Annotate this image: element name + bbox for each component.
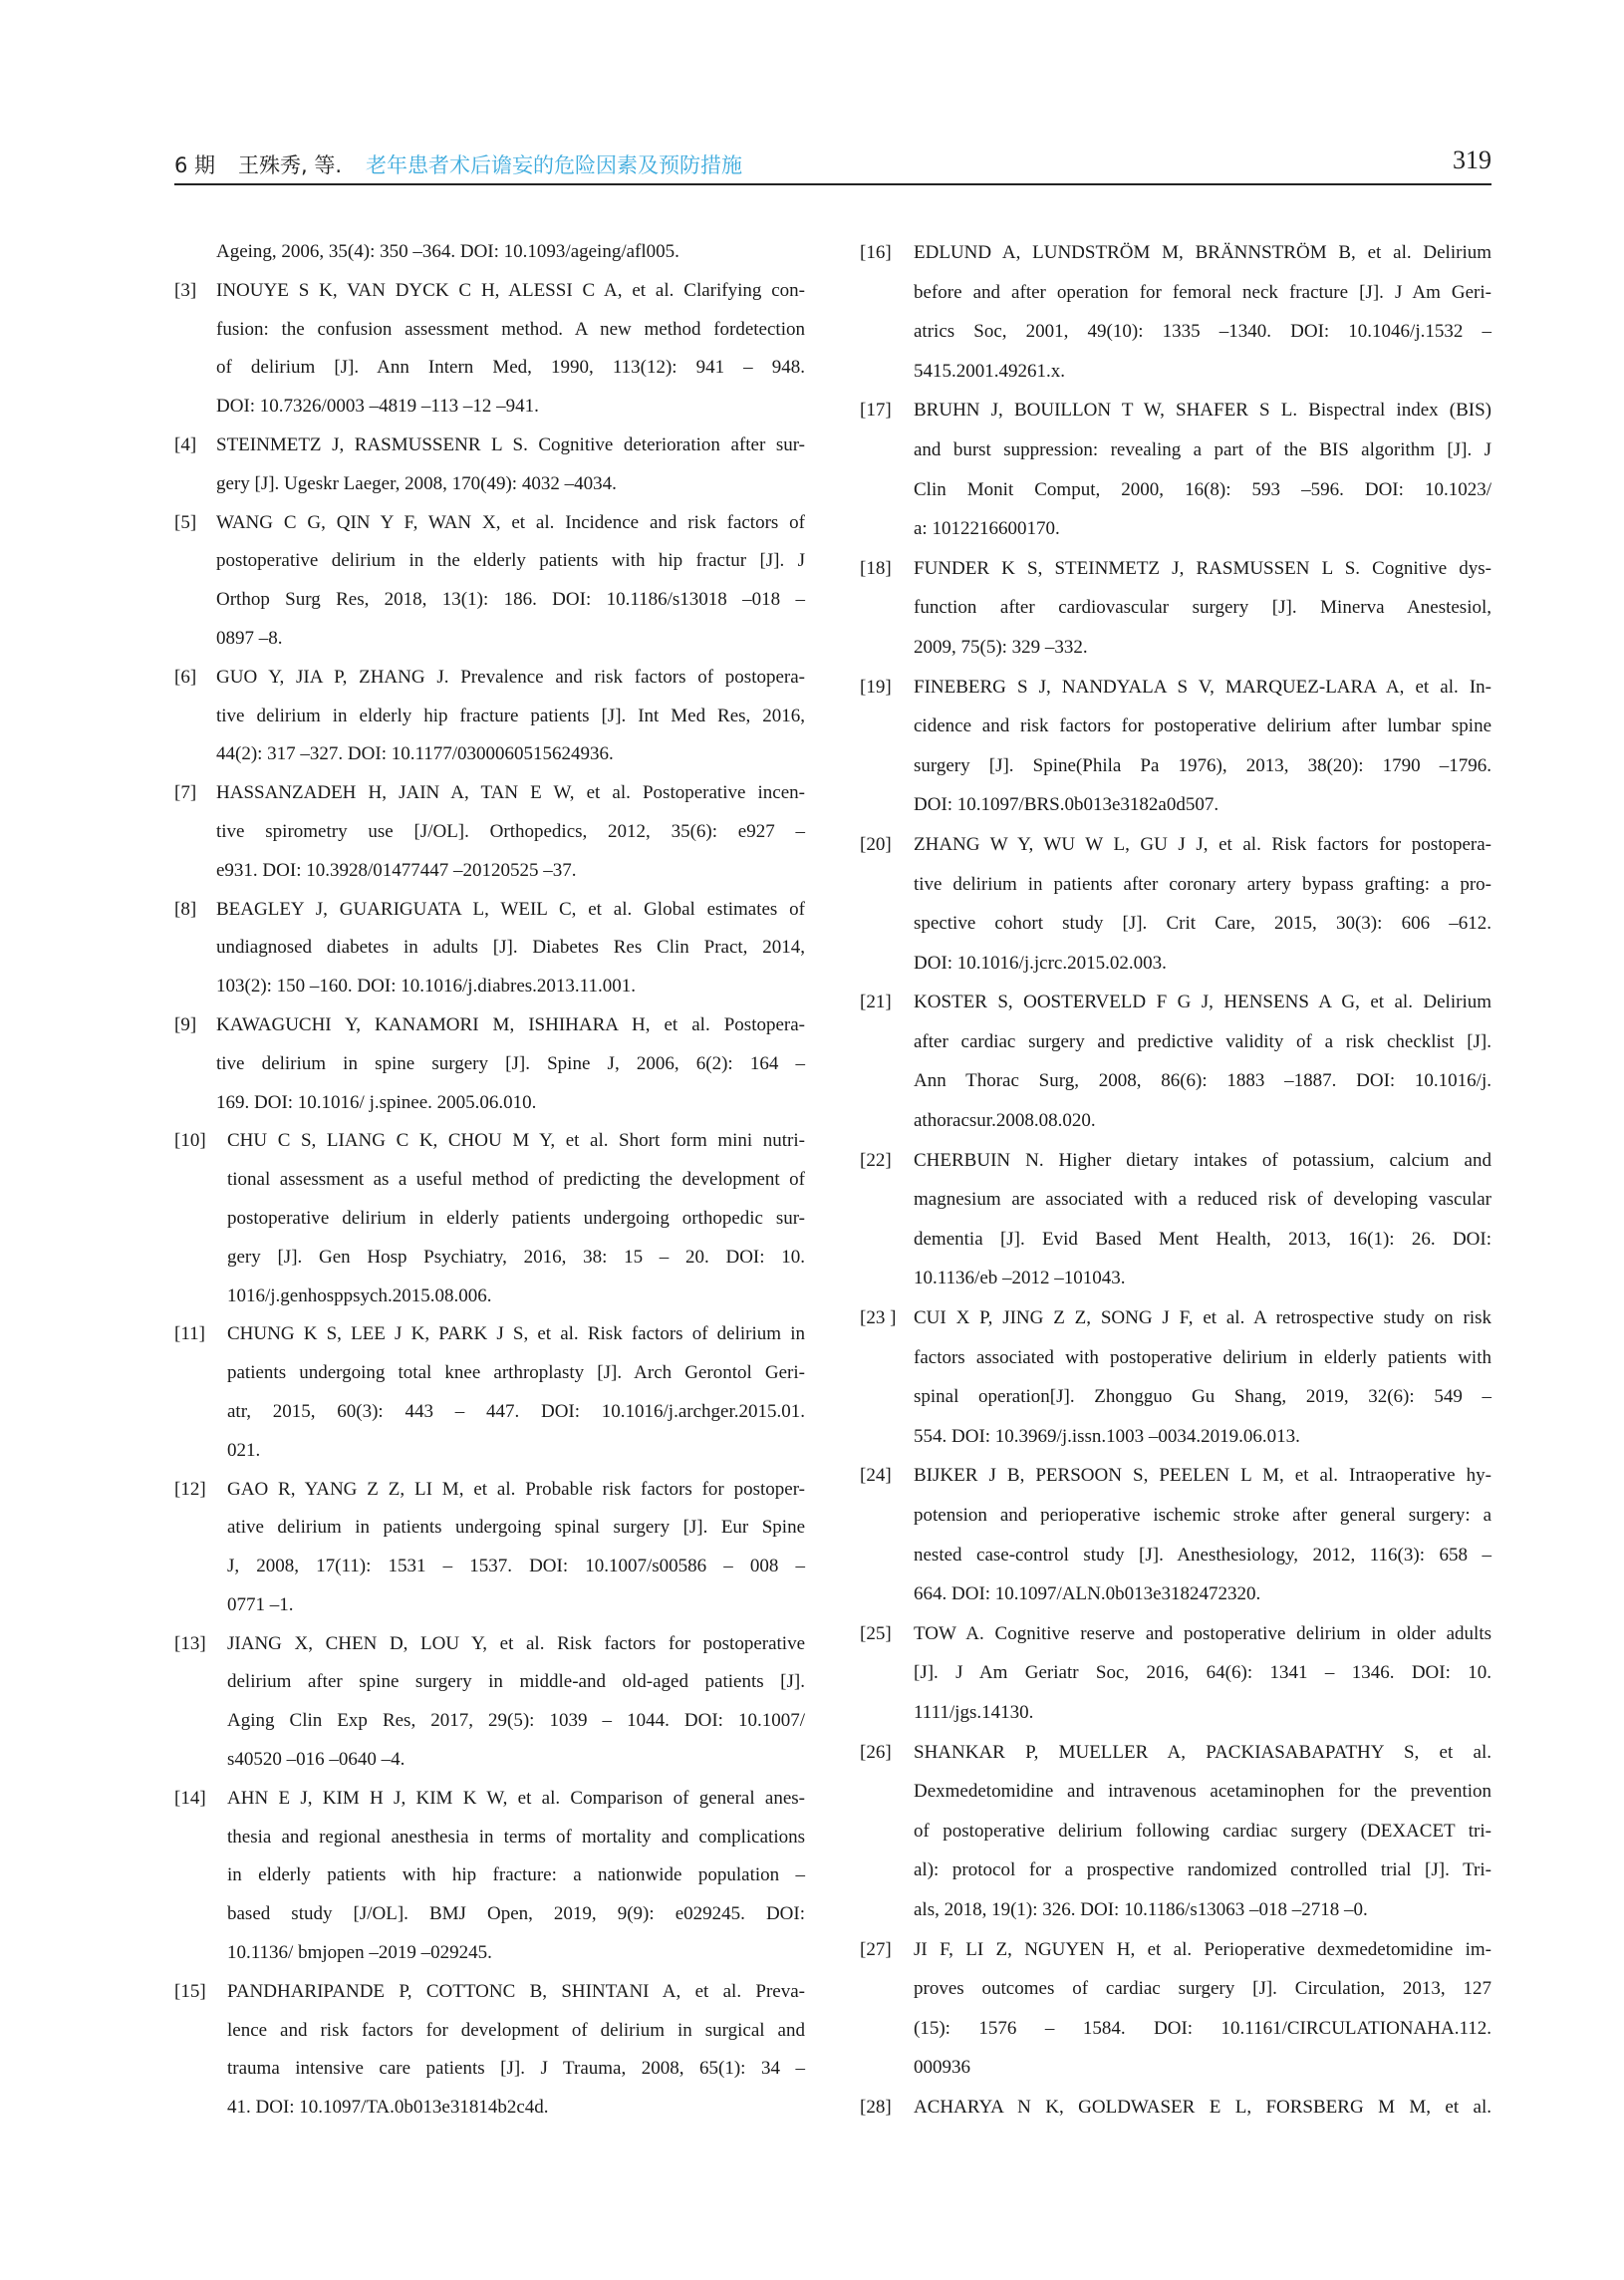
header-article-title: 老年患者术后谵妄的危险因素及预防措施 [366, 153, 742, 177]
reference-line: SHANKAR P, MUELLER A, PACKIASABAPATHY S, et al. [914, 1741, 1491, 1763]
reference-number: [5] [174, 511, 197, 533]
reference-entry [174, 504, 805, 659]
reference-line: s40520 –016 –0640 –4. [227, 1749, 406, 1771]
reference-line: 169. DOI: 10.1016/ j.spinee. 2005.06.010. [216, 1091, 537, 1113]
reference-line: thesia and regional anesthesia in terms of mortality and complications [227, 1826, 805, 1848]
reference-line: KAWAGUCHI Y, KANAMORI M, ISHIHARA H, et al. Postopera- [216, 1013, 805, 1035]
reference-line: function after cardiovascular surgery [J]. Minerva Anestesiol, [914, 597, 1491, 619]
reference-line: BIJKER J B, PERSOON S, PEELEN L M, et al. Intraoperative hy- [914, 1465, 1491, 1487]
reference-line: INOUYE S K, VAN DYCK C H, ALESSI C A, et al. Clarifying con- [216, 279, 805, 301]
reference-entry [174, 1006, 805, 1122]
reference-line: 103(2): 150 –160. DOI: 10.1016/j.diabres.2013.11.001. [216, 976, 636, 998]
reference-line: 1016/j.genhosppsych.2015.08.006. [227, 1284, 492, 1306]
reference-line: CHU C S, LIANG C K, CHOU M Y, et al. Short form mini nutri- [227, 1130, 805, 1152]
reference-line: 0897 –8. [216, 627, 283, 649]
reference-line: 1111/jgs.14130. [914, 1701, 1034, 1723]
reference-number: [28] [860, 2096, 892, 2118]
reference-line: patients undergoing total knee arthroplasty [J]. Arch Gerontol Geri- [227, 1362, 805, 1384]
reference-number: [15] [174, 1980, 206, 2002]
reference-line: Aging Clin Exp Res, 2017, 29(5): 1039 – 1044. DOI: 10.1007/ [227, 1710, 805, 1732]
reference-line: of delirium [J]. Ann Intern Med, 1990, 113(12): 941 – 948. [216, 357, 805, 379]
reference-line: tive delirium in elderly hip fracture patients [J]. Int Med Res, 2016, [216, 705, 805, 726]
reference-entry [860, 668, 1491, 825]
reference-line: 554. DOI: 10.3969/j.issn.1003 –0034.2019.06.013. [914, 1425, 1300, 1447]
reference-entry [860, 1614, 1491, 1733]
reference-number: [10] [174, 1130, 206, 1152]
reference-line: tional assessment as a useful method of predicting the development of [227, 1169, 805, 1191]
running-header [174, 145, 1491, 181]
reference-line: Orthop Surg Res, 2018, 13(1): 186. DOI: 10.1186/s13018 –018 – [216, 589, 805, 611]
reference-number: [23 ] [860, 1307, 897, 1329]
reference-number: [8] [174, 898, 197, 920]
reference-line: before and after operation for femoral neck fracture [J]. J Am Geri- [914, 281, 1491, 303]
reference-entry [174, 427, 805, 504]
reference-line: 664. DOI: 10.1097/ALN.0b013e3182472320. [914, 1583, 1261, 1605]
header-authors: 王殊秀, 等. [238, 153, 343, 177]
reference-line: al): protocol for a prospective randomized controlled trial [J]. Tri- [914, 1859, 1491, 1881]
reference-line: WANG C G, QIN Y F, WAN X, et al. Incidence and risk factors of [216, 511, 805, 533]
page-number: 319 [1453, 145, 1491, 174]
reference-line: Dexmedetomidine and intravenous acetaminophen for the prevention [914, 1781, 1491, 1803]
reference-number: [21] [860, 992, 892, 1013]
reference-line: 0771 –1. [227, 1593, 294, 1615]
references-right-column [860, 233, 1491, 2128]
reference-entry [860, 825, 1491, 983]
reference-line: 10.1136/ bmjopen –2019 –029245. [227, 1942, 492, 1964]
reference-line: a: 1012216600170. [914, 518, 1060, 540]
reference-entry [174, 1471, 805, 1625]
reference-line: potension and perioperative ischemic stroke after general surgery: a [914, 1505, 1491, 1526]
reference-line: KOSTER S, OOSTERVELD F G J, HENSENS A G, et al. Delirium [914, 992, 1491, 1013]
reference-line: tive delirium in patients after coronary artery bypass grafting: a pro- [914, 873, 1491, 895]
reference-line: HASSANZADEH H, JAIN A, TAN E W, et al. Postoperative incen- [216, 782, 805, 804]
reference-number: [27] [860, 1938, 892, 1960]
header-divider [174, 183, 1491, 185]
reference-line: lence and risk factors for development of delirium in surgical and [227, 2019, 805, 2041]
reference-line: based study [J/OL]. BMJ Open, 2019, 9(9): e029245. DOI: [227, 1903, 805, 1925]
reference-number: [9] [174, 1013, 197, 1035]
reference-number: [25] [860, 1622, 892, 1644]
reference-line: nested case-control study [J]. Anesthesiology, 2012, 116(3): 658 – [914, 1544, 1491, 1566]
reference-line: FINEBERG S J, NANDYALA S V, MARQUEZ-LARA A, et al. In- [914, 676, 1491, 698]
reference-line: of postoperative delirium following cardiac surgery (DEXACET tri- [914, 1820, 1491, 1842]
reference-line: ative delirium in patients undergoing spinal surgery [J]. Eur Spine [227, 1517, 805, 1539]
reference-line: cidence and risk factors for postoperative delirium after lumbar spine [914, 715, 1491, 737]
reference-number: [14] [174, 1787, 206, 1809]
reference-line: postoperative delirium in elderly patients undergoing orthopedic sur- [227, 1207, 805, 1229]
reference-line: J, 2008, 17(11): 1531 – 1537. DOI: 10.1007/s00586 – 008 – [227, 1556, 805, 1577]
reference-line: BEAGLEY J, GUARIGUATA L, WEIL C, et al. Global estimates of [216, 898, 805, 920]
reference-line: EDLUND A, LUNDSTRÖM M, BRÄNNSTRÖM B, et al. Delirium [914, 242, 1491, 263]
reference-line: postoperative delirium in the elderly patients with hip fractur [J]. J [216, 550, 805, 572]
reference-entry [174, 272, 805, 427]
reference-line: 44(2): 317 –327. DOI: 10.1177/0300060515624936. [216, 743, 614, 765]
reference-entry [174, 1315, 805, 1470]
reference-entry [860, 2088, 1491, 2128]
reference-line: spinal operation[J]. Zhongguo Gu Shang, 2019, 32(6): 549 – [914, 1386, 1491, 1408]
reference-entry [860, 549, 1491, 668]
reference-number: [22] [860, 1149, 892, 1171]
reference-line: als, 2018, 19(1): 326. DOI: 10.1186/s13063 –018 –2718 –0. [914, 1898, 1368, 1920]
reference-number: [3] [174, 279, 197, 301]
reference-line: Clin Monit Comput, 2000, 16(8): 593 –596. DOI: 10.1023/ [914, 478, 1491, 500]
reference-line: surgery [J]. Spine(Phila Pa 1976), 2013, 38(20): 1790 –1796. [914, 754, 1491, 776]
reference-entry [174, 1625, 805, 1780]
reference-line: (15): 1576 – 1584. DOI: 10.1161/CIRCULATIONAHA.112. [914, 2017, 1491, 2039]
reference-number: [24] [860, 1465, 892, 1487]
reference-entry [860, 391, 1491, 548]
reference-entry [860, 1141, 1491, 1298]
reference-line: ACHARYA N K, GOLDWASER E L, FORSBERG M M, et al. [914, 2096, 1491, 2118]
reference-line: tive delirium in spine surgery [J]. Spine J, 2006, 6(2): 164 – [216, 1052, 805, 1074]
reference-line: atr, 2015, 60(3): 443 – 447. DOI: 10.1016/j.archger.2015.01. [227, 1400, 805, 1422]
reference-number: [17] [860, 400, 892, 422]
reference-line: undiagnosed diabetes in adults [J]. Diabetes Res Clin Pract, 2014, [216, 937, 805, 959]
reference-line: Ann Thorac Surg, 2008, 86(6): 1883 –1887. DOI: 10.1016/j. [914, 1070, 1491, 1092]
reference-entry [174, 1973, 805, 2128]
reference-entry [860, 983, 1491, 1140]
reference-line: 2009, 75(5): 329 –332. [914, 636, 1088, 658]
reference-line: GUO Y, JIA P, ZHANG J. Prevalence and risk factors of postopera- [216, 666, 805, 688]
reference-number: [4] [174, 433, 197, 455]
reference-number: [20] [860, 833, 892, 855]
reference-line: GAO R, YANG Z Z, LI M, et al. Probable risk factors for postoper- [227, 1478, 805, 1500]
reference-entry [174, 1122, 805, 1315]
reference-number: [7] [174, 782, 197, 804]
reference-line: proves outcomes of cardiac surgery [J]. Circulation, 2013, 127 [914, 1978, 1491, 2000]
reference-number: [13] [174, 1632, 206, 1654]
reference-line: spective cohort study [J]. Crit Care, 2015, 30(3): 606 –612. [914, 913, 1491, 935]
reference-entry [174, 1780, 805, 1973]
reference-number: [11] [174, 1323, 205, 1345]
reference-line: [J]. J Am Geriatr Soc, 2016, 64(6): 1341 – 1346. DOI: 10. [914, 1662, 1491, 1684]
reference-entry [860, 1930, 1491, 2088]
reference-line: PANDHARIPANDE P, COTTONC B, SHINTANI A, et al. Preva- [227, 1980, 805, 2002]
reference-line: in elderly patients with hip fracture: a nationwide population – [227, 1864, 805, 1886]
references-left-column [174, 233, 805, 2128]
reference-line: JIANG X, CHEN D, LOU Y, et al. Risk factors for postoperative [227, 1632, 805, 1654]
reference-line: factors associated with postoperative delirium in elderly patients with [914, 1346, 1491, 1368]
reference-line: DOI: 10.7326/0003 –4819 –113 –12 –941. [216, 396, 539, 418]
reference-line: TOW A. Cognitive reserve and postoperative delirium in older adults [914, 1622, 1491, 1644]
issue-number: 6 期 [174, 153, 216, 177]
reference-line: athoracsur.2008.08.020. [914, 1110, 1096, 1132]
reference-line: ZHANG W Y, WU W L, GU J J, et al. Risk factors for postopera- [914, 833, 1491, 855]
reference-line: FUNDER K S, STEINMETZ J, RASMUSSEN L S. Cognitive dys- [914, 557, 1491, 579]
reference-entry [174, 774, 805, 890]
reference-line: 000936 [914, 2057, 970, 2079]
reference-line: after cardiac surgery and predictive validity of a risk checklist [J]. [914, 1030, 1491, 1052]
reference-entry [174, 233, 805, 272]
reference-line: fusion: the confusion assessment method. A new method fordetection [216, 318, 805, 340]
reference-line: 10.1136/eb –2012 –101043. [914, 1268, 1126, 1289]
reference-number: [19] [860, 676, 892, 698]
reference-entry [860, 1298, 1491, 1456]
reference-number: [12] [174, 1478, 206, 1500]
reference-line: trauma intensive care patients [J]. J Trauma, 2008, 65(1): 34 – [227, 2058, 805, 2080]
reference-line: DOI: 10.1016/j.jcrc.2015.02.003. [914, 952, 1167, 974]
reference-line: Ageing, 2006, 35(4): 350 –364. DOI: 10.1093/ageing/afl005. [216, 241, 679, 262]
reference-entry [860, 1733, 1491, 1930]
reference-line: BRUHN J, BOUILLON T W, SHAFER S L. Bispectral index (BIS) [914, 400, 1491, 422]
reference-line: dementia [J]. Evid Based Ment Health, 2013, 16(1): 26. DOI: [914, 1228, 1491, 1250]
reference-line: gery [J]. Gen Hosp Psychiatry, 2016, 38: 15 – 20. DOI: 10. [227, 1246, 805, 1268]
reference-line: STEINMETZ J, RASMUSSENR L S. Cognitive deterioration after sur- [216, 433, 805, 455]
reference-line: atrics Soc, 2001, 49(10): 1335 –1340. DOI: 10.1046/j.1532 – [914, 321, 1491, 343]
reference-line: CHUNG K S, LEE J K, PARK J S, et al. Risk factors of delirium in [227, 1323, 805, 1345]
reference-number: [6] [174, 666, 197, 688]
reference-line: and burst suppression: revealing a part of the BIS algorithm [J]. J [914, 438, 1491, 460]
reference-number: [16] [860, 242, 892, 263]
reference-entry [174, 659, 805, 774]
reference-line: 021. [227, 1439, 261, 1461]
reference-number: [18] [860, 557, 892, 579]
reference-number: [26] [860, 1741, 892, 1763]
reference-line: JI F, LI Z, NGUYEN H, et al. Perioperative dexmedetomidine im- [914, 1938, 1491, 1960]
reference-line: e931. DOI: 10.3928/01477447 –20120525 –37. [216, 859, 577, 881]
reference-line: 41. DOI: 10.1097/TA.0b013e31814b2c4d. [227, 2097, 549, 2119]
reference-line: gery [J]. Ugeskr Laeger, 2008, 170(49): 4032 –4034. [216, 472, 617, 494]
reference-line: magnesium are associated with a reduced risk of developing vascular [914, 1189, 1491, 1211]
reference-entry [860, 1456, 1491, 1613]
reference-line: DOI: 10.1097/BRS.0b013e3182a0d507. [914, 794, 1219, 816]
reference-line: 5415.2001.49261.x. [914, 360, 1065, 382]
reference-entry [174, 891, 805, 1006]
reference-entry [860, 233, 1491, 391]
reference-line: AHN E J, KIM H J, KIM K W, et al. Comparison of general anes- [227, 1787, 805, 1809]
reference-line: delirium after spine surgery in middle-and old-aged patients [J]. [227, 1671, 805, 1693]
reference-line: CHERBUIN N. Higher dietary intakes of potassium, calcium and [914, 1149, 1491, 1171]
reference-line: CUI X P, JING Z Z, SONG J F, et al. A retrospective study on risk [914, 1307, 1491, 1329]
reference-line: tive spirometry use [J/OL]. Orthopedics, 2012, 35(6): e927 – [216, 820, 805, 842]
